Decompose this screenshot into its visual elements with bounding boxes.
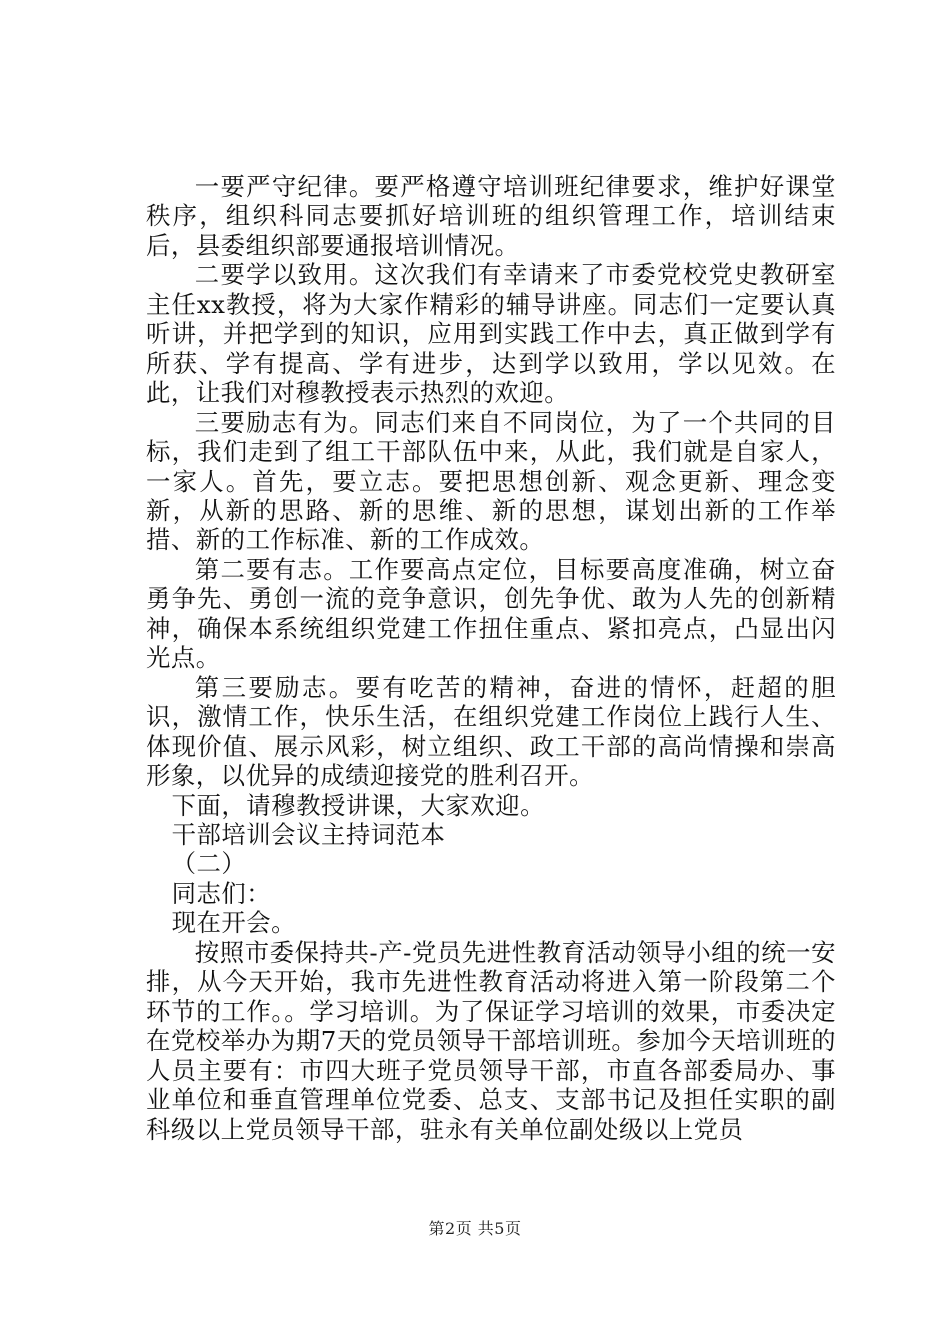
paragraph-third-aspiration: 第三要励志。要有吃苦的精神，奋进的情怀，赶超的胆识，激情工作，快乐生活，在组织党建工作岗位上践行人生、体现价值、展示风彩，树立组织、政工干部的高尚情操和崇高形象，以优异的成绩迎接党的胜利召开。 <box>146 672 836 791</box>
salutation: 同志们： <box>171 878 272 908</box>
document-body <box>146 172 836 1144</box>
page-number: 第2页 共5页 <box>428 1219 522 1238</box>
section-title: 干部培训会议主持词范本 <box>171 819 446 849</box>
paragraph-second-aspiration: 第二要有志。工作要高点定位，目标要高度准确，树立奋勇争先、勇创一流的竞争意识，创先争优、敢为人先的创新精神，确保本系统组织党建工作扭住重点、紧扣亮点，凸显出闪光点。 <box>146 554 836 673</box>
paragraph-discipline: 一要严守纪律。要严格遵守培训班纪律要求，维护好课堂秩序，组织科同志要抓好培训班的组织管理工作，培训结束后，县委组织部要通报培训情况。 <box>146 172 836 260</box>
paragraph-apply-learning: 二要学以致用。这次我们有幸请来了市委党校党史教研室主任xx教授，将为大家作精彩的辅导讲座。同志们一定要认真听讲，并把学到的知识，应用到实践工作中去，真正做到学有所获、学有提高、学有进步，达到学以致用，学以见效。在此，让我们对穆教授表示热烈的欢迎。 <box>146 260 836 408</box>
paragraph-training-arrangement: 按照市委保持共-产-党员先进性教育活动领导小组的统一安排，从今天开始，我市先进性教育活动将进入第一阶段第二个环节的工作。。学习培训。为了保证学习培训的效果，市委决定在党校举办为期7天的党员领导干部培训班。参加今天培训班的人员主要有：市四大班子党员领导干部，市直各部委局办、事业单位和垂直管理单位党委、总支、支部书记及担任实职的副科级以上党员领导干部，驻永有关单位副处级以上党员 <box>146 937 836 1144</box>
paragraph-aspiration: 三要励志有为。同志们来自不同岗位，为了一个共同的目标，我们走到了组工干部队伍中来，从此，我们就是自家人，一家人。首先，要立志。要把思想创新、观念更新、理念变新，从新的思路、新的思维、新的思想，谋划出新的工作举措、新的工作标准、新的工作成效。 <box>146 407 836 555</box>
section-number: （二） <box>171 849 247 879</box>
closing-line: 下面，请穆教授讲课，大家欢迎。 <box>171 790 545 820</box>
opening-line: 现在开会。 <box>171 908 297 938</box>
